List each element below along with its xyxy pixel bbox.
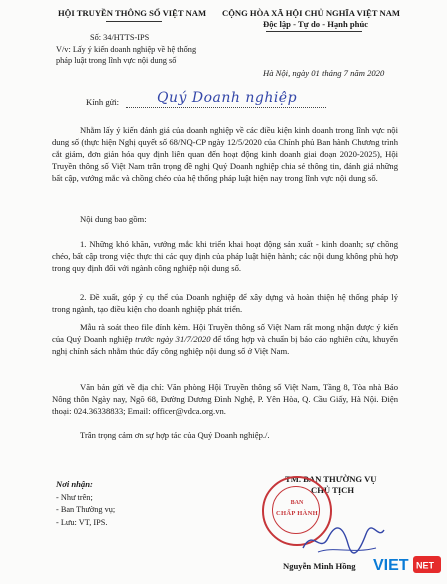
- deadline-text-c: để tổng hợp và chuẩn bị báo cáo nghiên cứu, khuyến nghị chính sách nhằm thúc đẩy công nghiệp nội dung số ở Việt Nam.: [52, 334, 398, 357]
- place-date: Hà Nội, ngày 01 tháng 7 năm 2020: [263, 68, 385, 78]
- recipient-handwritten: Quý Doanh nghiệp: [157, 90, 298, 106]
- paragraph-item-2: 2. Đề xuất, góp ý cụ thể của Doanh nghiệp để xây dựng và hoàn thiện hệ thống pháp lý trong ngành, tạo điều kiện cho doanh nghiệp phát triển.: [52, 292, 398, 315]
- motto-underline: [266, 31, 362, 32]
- deadline-text-a: Mẫu rà soát theo file đính kèm. Hội Truyền thông số Việt Nam rất mong nhận được ý kiến của Quý Doanh nghiệp: [52, 322, 398, 345]
- seal-text-1: BAN: [290, 500, 304, 506]
- recipient-item-3: - Lưu: VT, IPS.: [56, 518, 108, 527]
- recipient-label: Kính gửi:: [86, 97, 120, 107]
- country-name: CỘNG HÒA XÃ HỘI CHỦ NGHĨA VIỆT NAM: [222, 8, 401, 18]
- svg-text:VIET: VIET: [373, 557, 409, 574]
- signer-name: Nguyễn Minh Hồng: [283, 561, 356, 571]
- org-name: HỘI TRUYỀN THÔNG SỐ VIỆT NAM: [58, 8, 207, 18]
- paragraph-deadline: [52, 321, 398, 357]
- paragraph-item-1: 1. Những khó khăn, vướng mắc khi triển khai hoạt động sản xuất - kinh doanh; sự chồng chéo, bất cập trong việc thực thi các quy định của pháp luật hiện hành; các nội dung không phù hợp trong quy định đối với ngành công nghiệp nội dung số.: [52, 239, 398, 274]
- recipients-title: Nơi nhận:: [56, 479, 93, 489]
- doc-number: Số: 34/HTTS-IPS: [90, 33, 150, 42]
- deadline-date: trước ngày 31/7/2020: [135, 334, 211, 345]
- vietnet-logo: [373, 553, 443, 575]
- paragraph-contents: Nội dung bao gồm:: [80, 214, 147, 224]
- recipient-item-2: - Ban Thường vụ;: [56, 505, 116, 514]
- subject-line-2: pháp luật trong lĩnh vực nội dung số: [56, 56, 177, 65]
- motto: Độc lập - Tự do - Hạnh phúc: [263, 19, 369, 29]
- paragraph-thanks: Trân trọng cảm ơn sự hợp tác của Quý Doanh nghiệp./.: [80, 430, 270, 440]
- paragraph-address: Văn bản gửi về địa chỉ: Văn phòng Hội Truyền thông số Việt Nam, Tầng 8, Tòa nhà Báo Nông thôn Ngày nay, Ngõ 68, Đường Dương Đình Nghệ, P. Yên Hòa, Q. Cầu Giấy, Hà Nội. Điện thoại: 024.36338833; Email: officer@vdca.org.vn.: [52, 382, 398, 417]
- org-underline: [106, 21, 162, 22]
- recipient-item-1: - Như trên;: [56, 493, 93, 502]
- paragraph-intro: Nhằm lấy ý kiến đánh giá của doanh nghiệp về các điều kiện kinh doanh trong lĩnh vực nội dung số (thực hiện Nghị quyết số 68/NQ-CP ngày 12/5/2020 của Chính phủ Ban hành Chương trình cắt giảm, đơn giản hóa quy định liên quan đến hoạt động kinh doanh giai đoạn 2020-2025), Hội Truyền thông số Việt Nam trân trọng đề nghị Quý Doanh nghiệp chia sẻ thông tin, đánh giá những bất cập, vướng mắc và chồng chéo của hệ thống pháp luật hiện nay trong lĩnh vực nội dung số.: [52, 125, 398, 184]
- signature-title: TM. BAN THƯỜNG VỤ: [285, 474, 377, 484]
- seal-text-2: CHẤP HÀNH: [276, 510, 318, 517]
- signature-role: CHỦ TỊCH: [311, 485, 355, 495]
- subject-line-1: V/v: Lấy ý kiến doanh nghiệp về hệ thống: [56, 45, 197, 54]
- recipient-dotted-line: [126, 107, 326, 108]
- svg-text:NET: NET: [416, 560, 434, 571]
